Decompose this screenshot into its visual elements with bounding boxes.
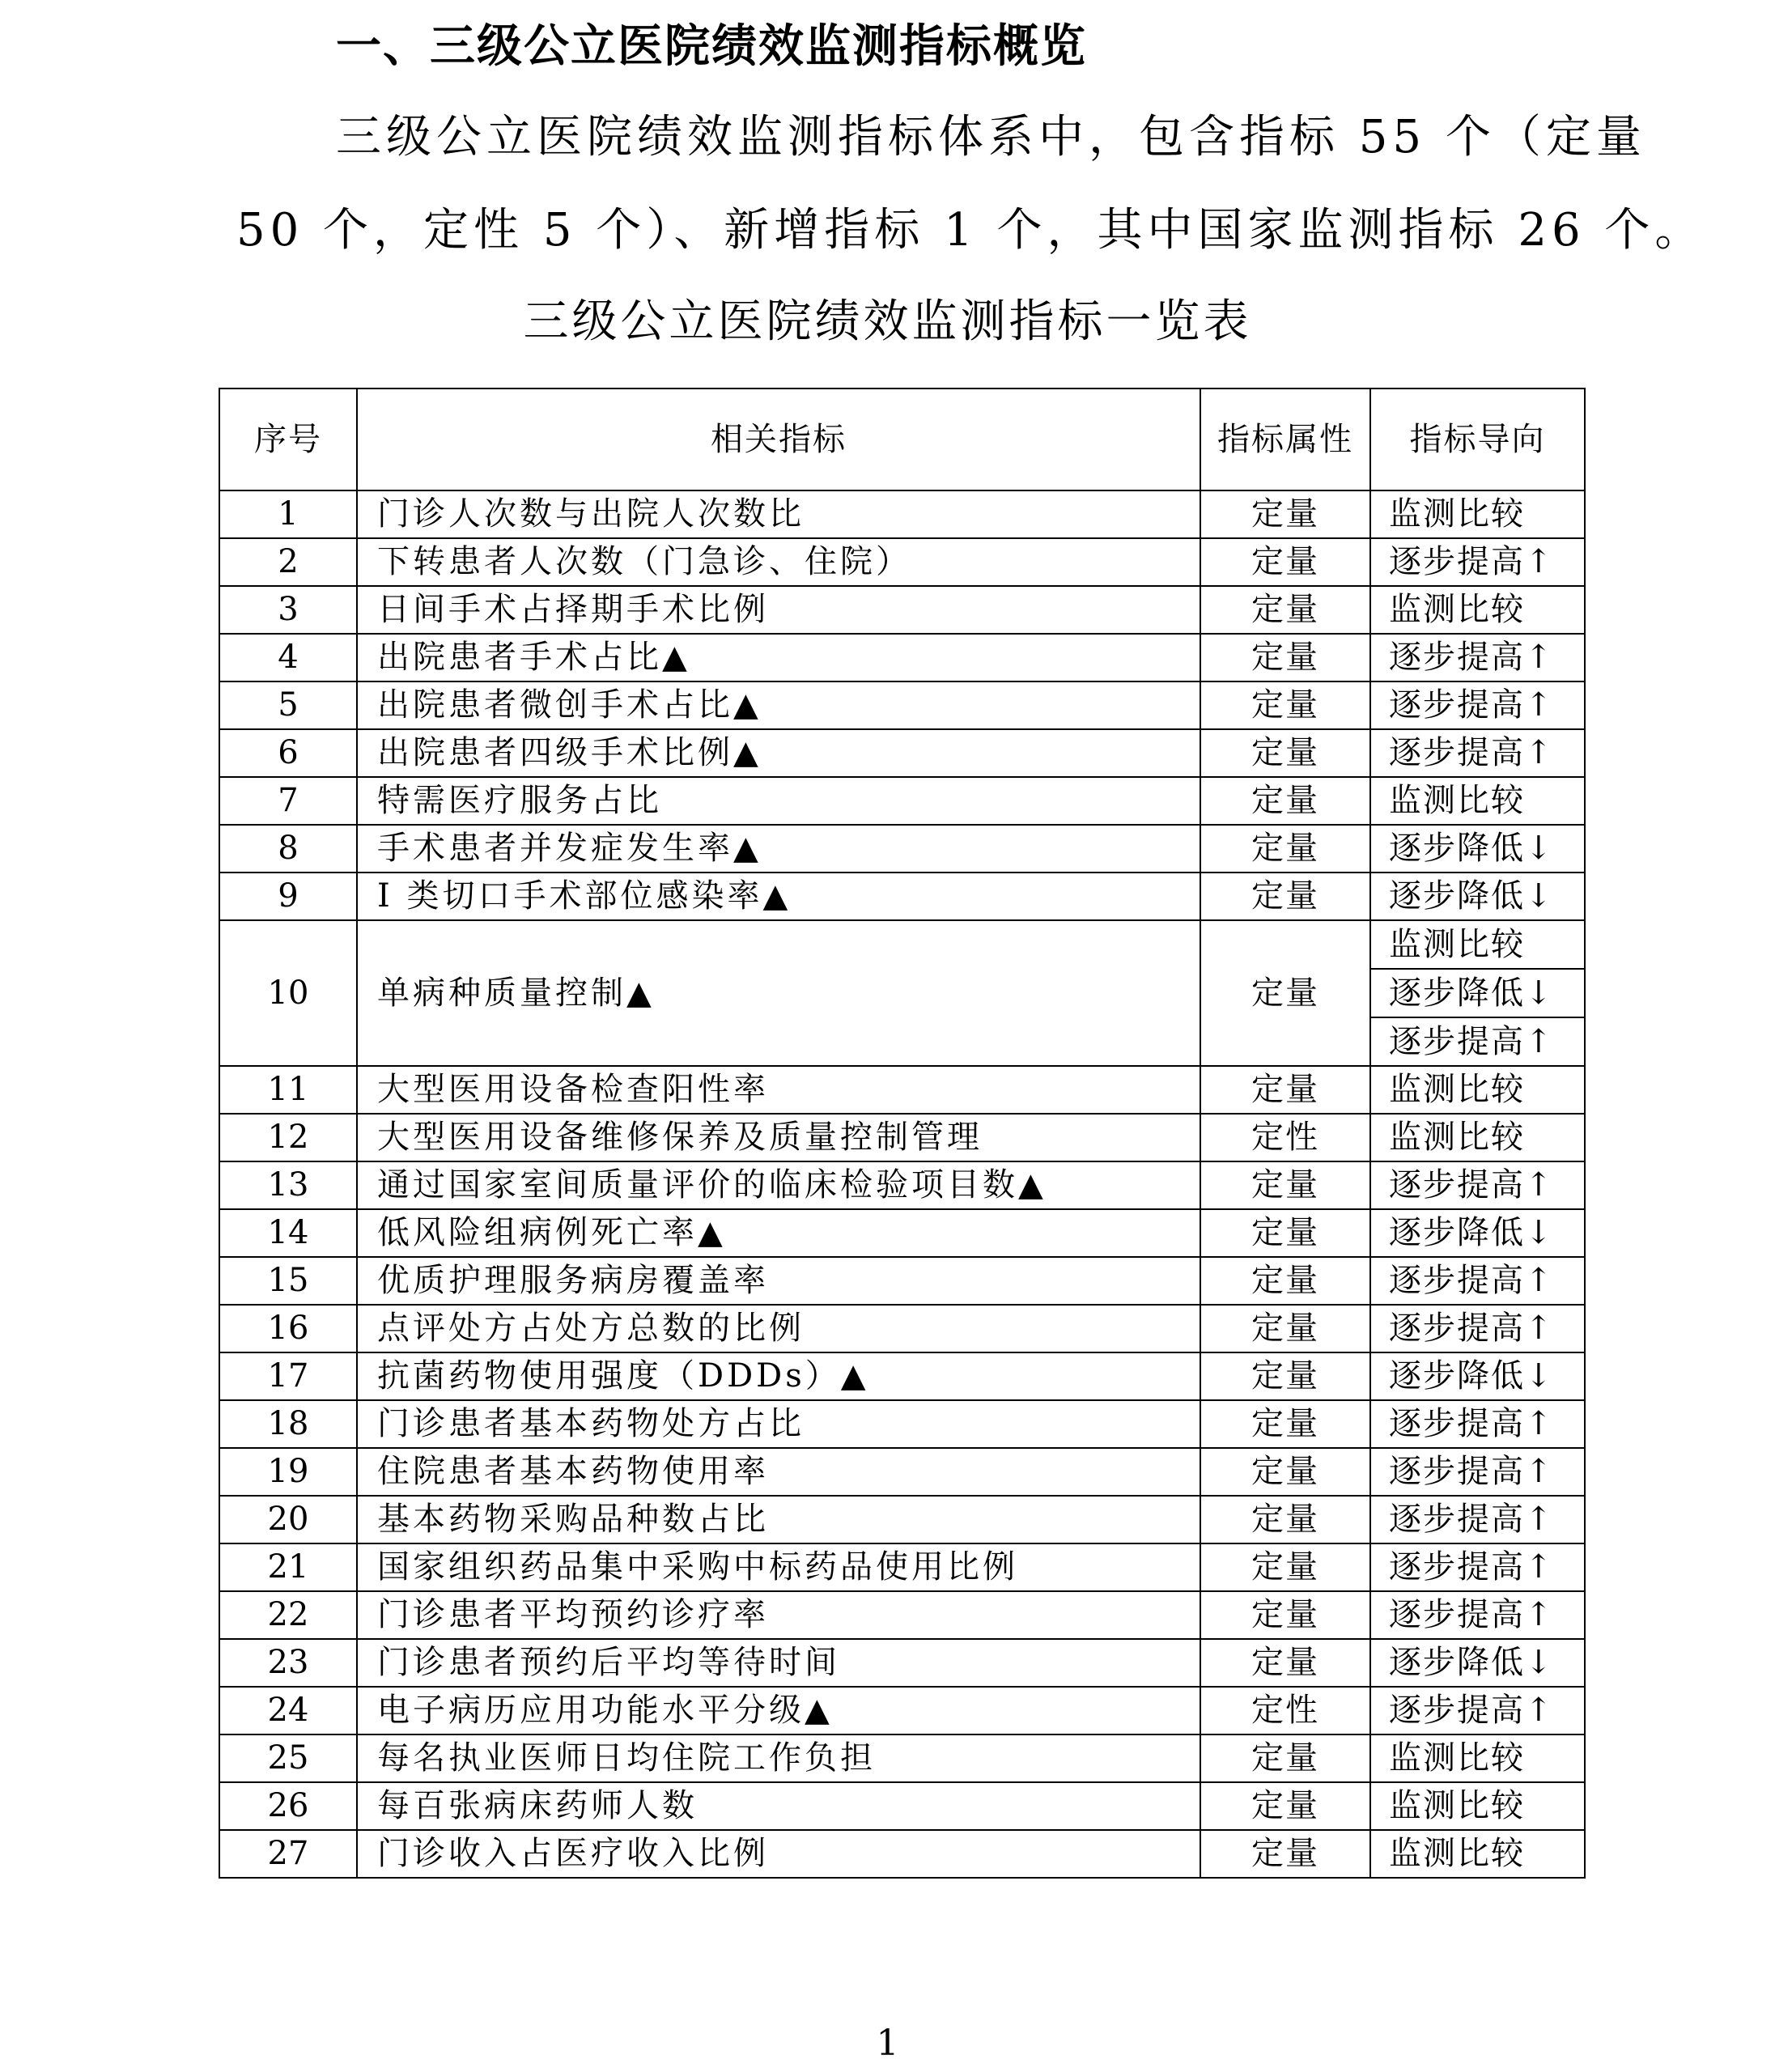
indicator-attribute: 定量 bbox=[1200, 1782, 1370, 1830]
indicator-name: 大型医用设备维修保养及质量控制管理 bbox=[357, 1114, 1200, 1161]
row-number: 13 bbox=[219, 1161, 357, 1209]
table-row bbox=[219, 1591, 1585, 1639]
indicator-attribute: 定量 bbox=[1200, 1400, 1370, 1448]
table-header-row bbox=[219, 388, 1585, 490]
indicator-direction: 逐步提高↑ bbox=[1370, 1448, 1585, 1496]
row-number: 10 bbox=[219, 920, 357, 1066]
indicator-attribute: 定量 bbox=[1200, 825, 1370, 873]
indicator-direction: 逐步降低↓ bbox=[1370, 1639, 1585, 1687]
row-number: 6 bbox=[219, 729, 357, 777]
intro-paragraph-line-1: 三级公立医院绩效监测指标体系中，包含指标 55 个（定量 bbox=[336, 111, 1646, 163]
indicator-direction bbox=[1370, 920, 1585, 1066]
indicator-direction: 逐步降低↓ bbox=[1370, 1209, 1585, 1257]
table-row bbox=[219, 1734, 1585, 1782]
header-name: 相关指标 bbox=[357, 388, 1200, 490]
table-row bbox=[219, 825, 1585, 873]
row-number: 3 bbox=[219, 586, 357, 634]
table-row bbox=[219, 1066, 1585, 1114]
indicator-name: 每百张病床药师人数 bbox=[357, 1782, 1200, 1830]
indicator-attribute: 定量 bbox=[1200, 1161, 1370, 1209]
indicator-name: 下转患者人次数（门急诊、住院） bbox=[357, 538, 1200, 586]
indicator-name: 门诊患者基本药物处方占比 bbox=[357, 1400, 1200, 1448]
indicator-direction: 逐步提高↑ bbox=[1370, 1496, 1585, 1543]
indicator-attribute: 定量 bbox=[1200, 1209, 1370, 1257]
indicator-name: 国家组织药品集中采购中标药品使用比例 bbox=[357, 1543, 1200, 1591]
indicator-name: I 类切口手术部位感染率▲ bbox=[357, 873, 1200, 920]
row-number: 1 bbox=[219, 490, 357, 538]
row-number: 23 bbox=[219, 1639, 357, 1687]
indicator-name: 基本药物采购品种数占比 bbox=[357, 1496, 1200, 1543]
indicator-attribute: 定量 bbox=[1200, 538, 1370, 586]
table-row bbox=[219, 538, 1585, 586]
row-number: 8 bbox=[219, 825, 357, 873]
table-row bbox=[219, 1352, 1585, 1400]
indicator-name: 日间手术占择期手术比例 bbox=[357, 586, 1200, 634]
indicator-attribute: 定量 bbox=[1200, 634, 1370, 681]
table-caption: 三级公立医院绩效监测指标一览表 bbox=[523, 295, 1252, 348]
row-number: 2 bbox=[219, 538, 357, 586]
row-number: 24 bbox=[219, 1687, 357, 1734]
indicator-direction: 逐步提高↑ bbox=[1370, 1543, 1585, 1591]
indicator-direction: 逐步提高↑ bbox=[1370, 1591, 1585, 1639]
indicator-attribute: 定量 bbox=[1200, 681, 1370, 729]
table-row bbox=[219, 1209, 1585, 1257]
indicator-direction: 逐步提高↑ bbox=[1370, 1161, 1585, 1209]
table-row bbox=[219, 1400, 1585, 1448]
indicator-direction: 逐步提高↑ bbox=[1370, 1687, 1585, 1734]
indicator-name: 门诊患者预约后平均等待时间 bbox=[357, 1639, 1200, 1687]
header-no: 序号 bbox=[219, 388, 357, 490]
row-number: 19 bbox=[219, 1448, 357, 1496]
indicator-attribute: 定量 bbox=[1200, 1305, 1370, 1352]
indicator-name: 门诊收入占医疗收入比例 bbox=[357, 1830, 1200, 1878]
indicator-direction: 监测比较 bbox=[1370, 777, 1585, 825]
indicator-attribute: 定量 bbox=[1200, 1639, 1370, 1687]
row-number: 16 bbox=[219, 1305, 357, 1352]
table-row bbox=[219, 777, 1585, 825]
indicator-attribute: 定量 bbox=[1200, 1830, 1370, 1878]
table-row bbox=[219, 490, 1585, 538]
indicator-direction: 监测比较 bbox=[1370, 490, 1585, 538]
indicator-name: 低风险组病例死亡率▲ bbox=[357, 1209, 1200, 1257]
indicator-direction: 逐步提高↑ bbox=[1370, 1257, 1585, 1305]
table-row bbox=[219, 586, 1585, 634]
indicator-name: 抗菌药物使用强度（DDDs）▲ bbox=[357, 1352, 1200, 1400]
indicator-attribute: 定量 bbox=[1200, 1066, 1370, 1114]
row-number: 12 bbox=[219, 1114, 357, 1161]
table-row bbox=[219, 1257, 1585, 1305]
table-row bbox=[219, 1448, 1585, 1496]
table-row bbox=[219, 1782, 1585, 1830]
indicator-attribute: 定量 bbox=[1200, 1543, 1370, 1591]
indicator-name: 每名执业医师日均住院工作负担 bbox=[357, 1734, 1200, 1782]
indicator-direction: 逐步提高↑ bbox=[1370, 634, 1585, 681]
row-number: 21 bbox=[219, 1543, 357, 1591]
indicator-direction-item: 监测比较 bbox=[1389, 926, 1525, 963]
table-row bbox=[219, 1830, 1585, 1878]
table-row bbox=[219, 1496, 1585, 1543]
intro-paragraph-line-2: 50 个，定性 5 个）、新增指标 1 个，其中国家监测指标 26 个。 bbox=[236, 204, 1705, 257]
indicator-table bbox=[219, 388, 1586, 1879]
table-row bbox=[219, 1161, 1585, 1209]
indicator-name: 通过国家室间质量评价的临床检验项目数▲ bbox=[357, 1161, 1200, 1209]
indicator-attribute: 定量 bbox=[1200, 1257, 1370, 1305]
indicator-attribute: 定量 bbox=[1200, 729, 1370, 777]
indicator-direction: 监测比较 bbox=[1370, 1734, 1585, 1782]
section-heading: 一、三级公立医院绩效监测指标概览 bbox=[336, 20, 1087, 73]
row-number: 11 bbox=[219, 1066, 357, 1114]
row-number: 17 bbox=[219, 1352, 357, 1400]
header-dir: 指标导向 bbox=[1370, 388, 1585, 490]
table-row bbox=[219, 681, 1585, 729]
indicator-direction: 逐步提高↑ bbox=[1370, 538, 1585, 586]
row-number: 5 bbox=[219, 681, 357, 729]
indicator-direction: 监测比较 bbox=[1370, 1066, 1585, 1114]
indicator-name: 出院患者四级手术比例▲ bbox=[357, 729, 1200, 777]
indicator-name: 住院患者基本药物使用率 bbox=[357, 1448, 1200, 1496]
indicator-direction: 监测比较 bbox=[1370, 1830, 1585, 1878]
row-number: 15 bbox=[219, 1257, 357, 1305]
indicator-direction: 监测比较 bbox=[1370, 586, 1585, 634]
table-row bbox=[219, 634, 1585, 681]
table-row bbox=[219, 873, 1585, 920]
row-number: 18 bbox=[219, 1400, 357, 1448]
indicator-attribute: 定量 bbox=[1200, 586, 1370, 634]
row-number: 20 bbox=[219, 1496, 357, 1543]
indicator-attribute: 定量 bbox=[1200, 490, 1370, 538]
indicator-name: 手术患者并发症发生率▲ bbox=[357, 825, 1200, 873]
indicator-name: 单病种质量控制▲ bbox=[357, 920, 1200, 1066]
indicator-name: 出院患者手术占比▲ bbox=[357, 634, 1200, 681]
header-attr: 指标属性 bbox=[1200, 388, 1370, 490]
indicator-direction: 逐步提高↑ bbox=[1370, 1305, 1585, 1352]
indicator-name: 点评处方占处方总数的比例 bbox=[357, 1305, 1200, 1352]
indicator-attribute: 定量 bbox=[1200, 1448, 1370, 1496]
indicator-direction: 监测比较 bbox=[1370, 1114, 1585, 1161]
table-row bbox=[219, 920, 1585, 1066]
indicator-attribute: 定量 bbox=[1200, 1352, 1370, 1400]
table-row bbox=[219, 729, 1585, 777]
table-row bbox=[219, 1639, 1585, 1687]
table-body bbox=[219, 490, 1585, 1878]
table-row bbox=[219, 1543, 1585, 1591]
indicator-attribute: 定性 bbox=[1200, 1114, 1370, 1161]
indicator-direction: 逐步降低↓ bbox=[1370, 825, 1585, 873]
indicator-name: 大型医用设备检查阳性率 bbox=[357, 1066, 1200, 1114]
indicator-attribute: 定量 bbox=[1200, 1734, 1370, 1782]
row-number: 7 bbox=[219, 777, 357, 825]
row-number: 4 bbox=[219, 634, 357, 681]
table-row bbox=[219, 1305, 1585, 1352]
indicator-direction: 逐步提高↑ bbox=[1370, 1400, 1585, 1448]
indicator-name: 特需医疗服务占比 bbox=[357, 777, 1200, 825]
indicator-attribute: 定量 bbox=[1200, 920, 1370, 1066]
indicator-name: 优质护理服务病房覆盖率 bbox=[357, 1257, 1200, 1305]
row-number: 9 bbox=[219, 873, 357, 920]
indicator-direction: 逐步提高↑ bbox=[1370, 681, 1585, 729]
row-number: 14 bbox=[219, 1209, 357, 1257]
indicator-direction-item: 逐步降低↓ bbox=[1371, 968, 1584, 1017]
table-row bbox=[219, 1114, 1585, 1161]
indicator-attribute: 定量 bbox=[1200, 873, 1370, 920]
table-row bbox=[219, 1687, 1585, 1734]
indicator-direction: 逐步提高↑ bbox=[1370, 729, 1585, 777]
indicator-name: 门诊患者平均预约诊疗率 bbox=[357, 1591, 1200, 1639]
indicator-direction: 监测比较 bbox=[1370, 1782, 1585, 1830]
indicator-name: 电子病历应用功能水平分级▲ bbox=[357, 1687, 1200, 1734]
indicator-direction-item: 逐步提高↑ bbox=[1371, 1017, 1584, 1065]
indicator-direction: 逐步降低↓ bbox=[1370, 873, 1585, 920]
indicator-name: 出院患者微创手术占比▲ bbox=[357, 681, 1200, 729]
row-number: 26 bbox=[219, 1782, 357, 1830]
indicator-name: 门诊人次数与出院人次数比 bbox=[357, 490, 1200, 538]
row-number: 25 bbox=[219, 1734, 357, 1782]
row-number: 22 bbox=[219, 1591, 357, 1639]
row-number: 27 bbox=[219, 1830, 357, 1878]
page-number: 1 bbox=[876, 2023, 899, 2064]
indicator-direction: 逐步降低↓ bbox=[1370, 1352, 1585, 1400]
indicator-attribute: 定量 bbox=[1200, 777, 1370, 825]
indicator-attribute: 定性 bbox=[1200, 1687, 1370, 1734]
indicator-attribute: 定量 bbox=[1200, 1496, 1370, 1543]
indicator-attribute: 定量 bbox=[1200, 1591, 1370, 1639]
